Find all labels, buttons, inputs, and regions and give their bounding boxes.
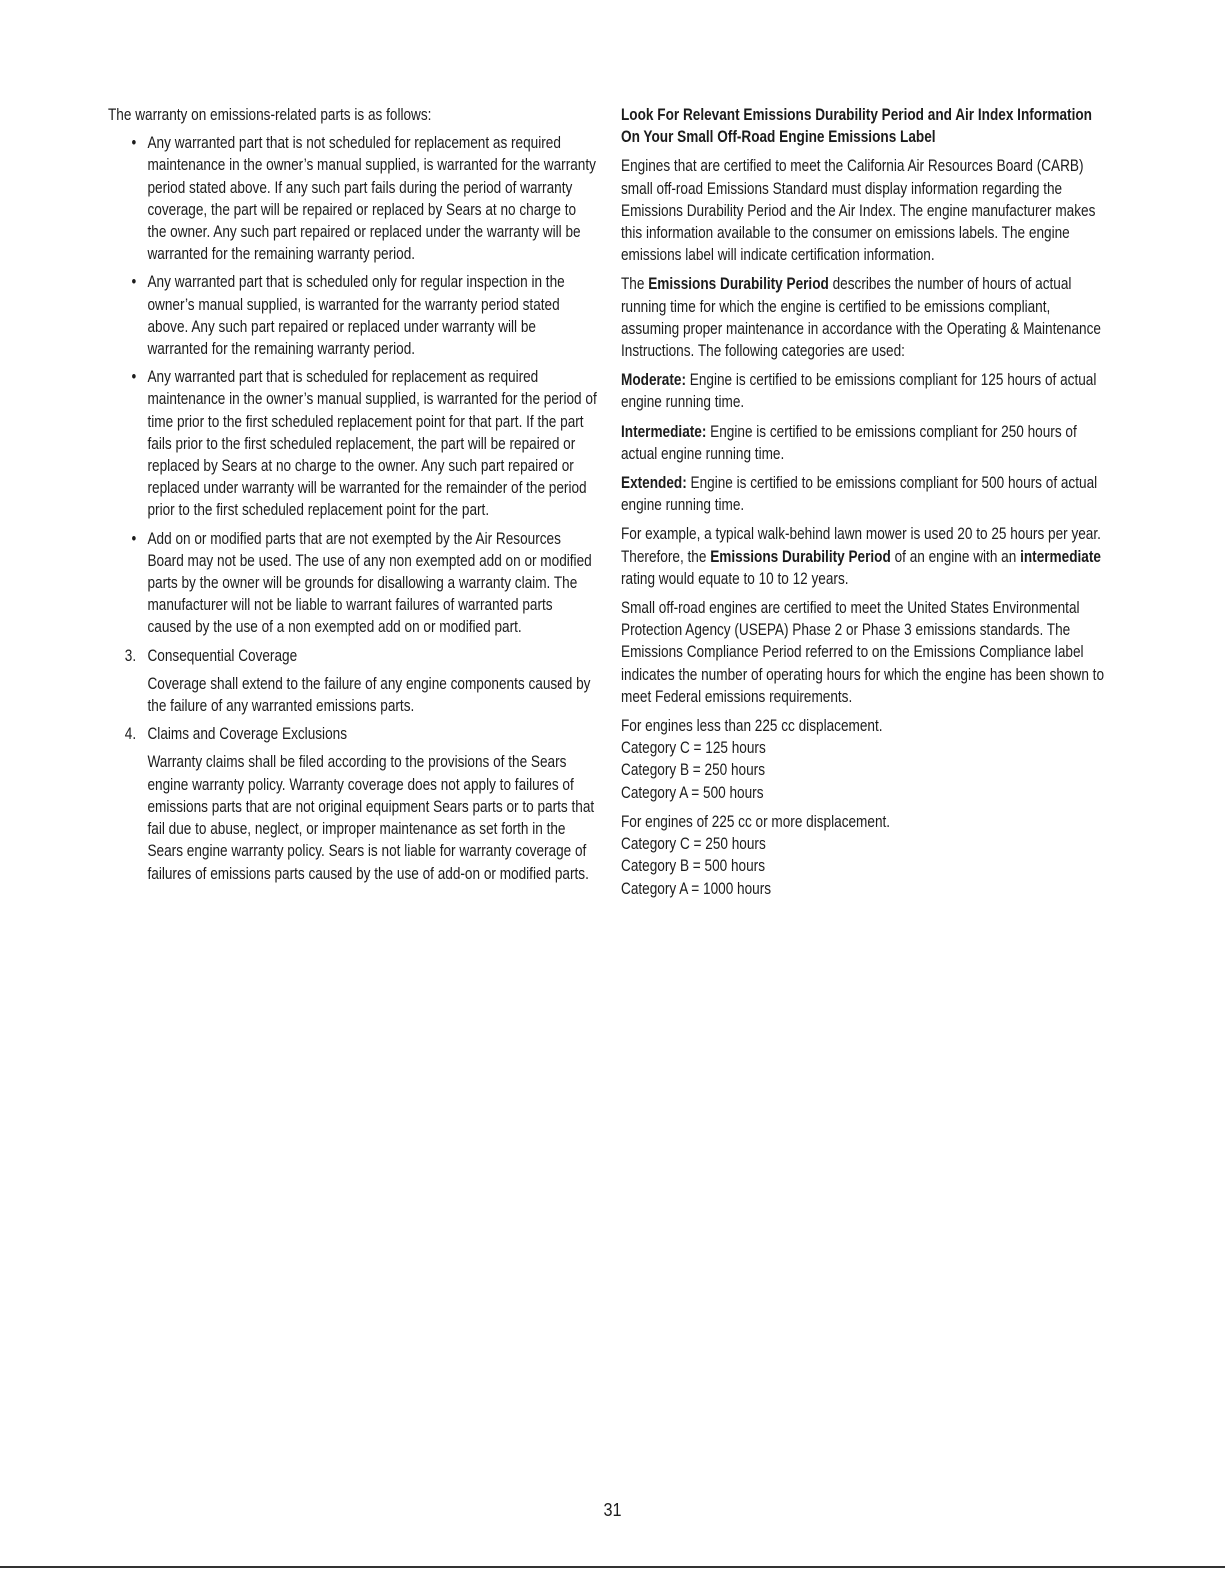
category-line: Category C = 250 hours	[621, 835, 766, 854]
category-line: Category B = 500 hours	[621, 857, 766, 876]
category-line: Category A = 1000 hours	[621, 879, 772, 898]
category-text: Engine is certified to be emissions compliant for 250 hours of actual engine running time.	[621, 422, 1077, 463]
intro-text: The warranty on emissions-related parts is as follows:	[108, 106, 432, 124]
bold-term: Emissions Durability Period	[710, 547, 891, 566]
left-column	[108, 104, 597, 885]
category-label: Extended:	[621, 474, 687, 493]
numbered-item-3	[108, 645, 597, 667]
item-number: 3.	[124, 646, 137, 665]
intermediate-paragraph	[621, 421, 1108, 465]
category-label: Moderate:	[621, 371, 686, 390]
usepa-paragraph: Small off-road engines are certified to meet the United States Environmental Protection Agency (USEPA) Phase 2 or Phase 3 emissions standards. The Emissions Compliance Period referred to on the Emissions Compliance label indicates the number of operating hours for which the engine has been shown to meet Federal emissions requirements.	[621, 599, 1105, 706]
text-span: of an engine with an	[894, 547, 1017, 566]
bottom-rule	[0, 1566, 1225, 1568]
item-number: 4.	[124, 725, 137, 744]
category-label: Intermediate:	[621, 422, 707, 441]
text-span: For example, a typical walk-behind lawn mower is used 20 to 25 hours per year. Therefore, the	[621, 525, 1101, 566]
bullet-icon: •	[131, 368, 137, 387]
text-span: The	[621, 275, 645, 294]
right-column	[621, 104, 1108, 900]
bullet-text: Any warranted part that is scheduled only for regular inspection in the owner’s manual supplied, is warranted for the warranty period stated above. Any such part repaired or replaced under warranty will be warranted for the remaining warranty period.	[147, 273, 565, 359]
bullet-icon: •	[131, 134, 137, 153]
item-title: Claims and Coverage Exclusions	[147, 725, 348, 744]
bold-term: intermediate	[1020, 547, 1101, 566]
bullet-item	[108, 366, 597, 521]
item-4-text: Warranty claims shall be filed according to the provisions of the Sears engine warranty policy. Warranty coverage does not apply to failures of emissions parts that are not original equipment Sears parts or to parts that fail due to abuse, neglect, or improper maintenance as set forth in the Sears engine warranty policy. Sears is not liable for warranty coverage of failures of emissions parts caused by the use of add-on or modified parts.	[147, 753, 595, 883]
item-3-text: Coverage shall extend to the failure of any engine components caused by the failure of any warranted emissions parts.	[147, 674, 591, 716]
category-text: Engine is certified to be emissions compliant for 500 hours of actual engine running time.	[621, 474, 1098, 515]
large-engine-categories	[621, 811, 1108, 900]
bullet-text: Add on or modified parts that are not exempted by the Air Resources Board may not be used. The use of any non exempted add on or modified parts by the owner will be grounds for disallowing a warranty claim. The manufacturer will not be liable to warrant failures of warranted parts caused by the use of a non exempted add on or modified part.	[147, 529, 592, 637]
bullet-icon: •	[131, 529, 137, 548]
section-heading: Look For Relevant Emissions Durability Period and Air Index Information On Your Small Off-Road Engine Emissions Label	[621, 106, 1092, 147]
item-title: Consequential Coverage	[147, 646, 298, 665]
category-text: Engine is certified to be emissions compliant for 125 hours of actual engine running time.	[621, 371, 1097, 412]
bold-term: Emissions Durability Period	[648, 275, 829, 294]
category-heading: For engines of 225 cc or more displacement.	[621, 812, 891, 831]
durability-paragraph	[621, 273, 1108, 362]
small-engine-categories	[621, 715, 1108, 804]
extended-paragraph	[621, 472, 1108, 516]
bullet-item	[108, 132, 597, 265]
category-line: Category C = 125 hours	[621, 739, 766, 758]
bullet-icon: •	[131, 273, 137, 292]
category-line: Category A = 500 hours	[621, 783, 764, 802]
numbered-item-4	[108, 723, 597, 745]
text-span: describes the number of hours of actual running time for which the engine is certified to be emissions compliant, assuming proper maintenance in accordance with the Operating & Maintenance Instructions. The following categories are used:	[621, 275, 1101, 361]
page-number: 31	[603, 1500, 622, 1520]
bullet-text: Any warranted part that is scheduled for replacement as required maintenance in the owner’s manual supplied, is warranted for the period of time prior to the first scheduled replacement point for that part. If the part fails prior to the first scheduled replacement, the part will be repaired or replaced by Sears at no charge to the owner. Any such part repaired or replaced under warranty will be warranted for the remainder of the period prior to the first scheduled replacement point for the part.	[147, 368, 597, 520]
category-heading: For engines less than 225 cc displacement.	[621, 717, 883, 736]
carb-paragraph: Engines that are certified to meet the California Air Resources Board (CARB) small off-road Emissions Standard must display information regarding the Emissions Durability Period and the Air Index. The engine manufacturer makes this information available to the consumer on emissions labels. The engine emissions label will indicate certification information.	[621, 157, 1096, 265]
bullet-item	[108, 528, 597, 639]
bullet-text: Any warranted part that is not scheduled for replacement as required maintenance in the owner’s manual supplied, is warranted for the warranty period stated above. If any such part fails during the period of warranty coverage, the part will be repaired or replaced by Sears at no charge to the owner. Any such part repaired or replaced under the warranty will be warranted for the remaining warranty period.	[147, 134, 596, 264]
text-span: rating would equate to 10 to 12 years.	[621, 569, 849, 588]
moderate-paragraph	[621, 369, 1108, 413]
example-paragraph	[621, 523, 1108, 590]
category-line: Category B = 250 hours	[621, 761, 766, 780]
bullet-item	[108, 271, 597, 360]
